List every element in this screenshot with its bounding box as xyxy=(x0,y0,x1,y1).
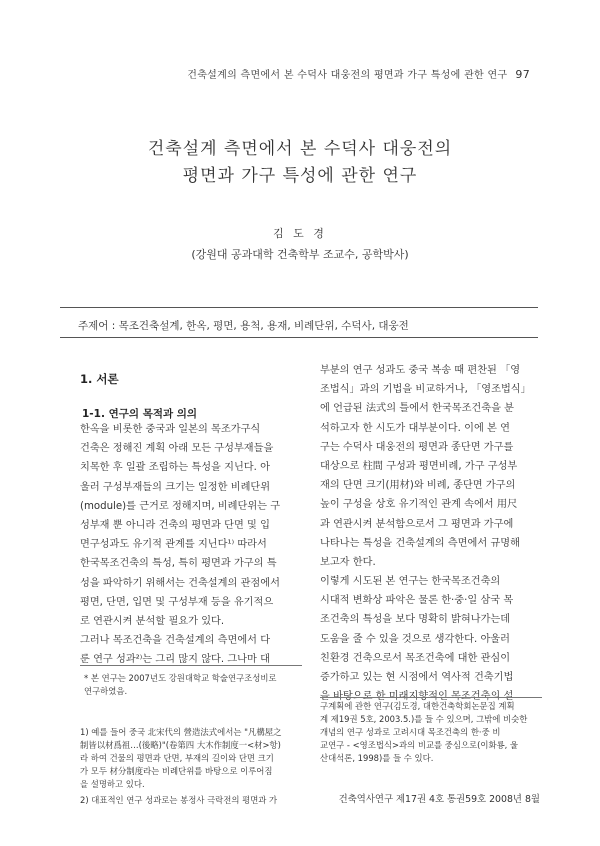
footnote-line: 교연구 - <영조법식>과의 비교를 중심으로(이화룡, 울 xyxy=(320,740,519,750)
body-text-line: 과 연관시켜 분석함으로서 그 평면과 가구에 xyxy=(320,518,514,530)
body-text-line: 도움을 줄 수 있을 것으로 생각한다. 아울러 xyxy=(320,633,510,645)
body-text-line: 성을 파악하기 위해서는 건축설계의 관점에서 xyxy=(80,577,280,589)
right-column-body xyxy=(320,361,542,706)
body-text-line: 평면, 단면, 입면 및 구성부재 등을 유기적으 xyxy=(80,596,274,608)
body-text-line: 성부재 뿐 아니라 건축의 평면과 단면 및 입 xyxy=(80,519,270,531)
body-text-line: 높이 구성을 상호 유기적인 관계 속에서 用尺 xyxy=(320,499,518,511)
body-text-line: 시대적 변화상 파악은 물론 한·중·일 삼국 목 xyxy=(320,595,514,607)
footnote-1 xyxy=(80,726,302,791)
body-text-line: 부분의 연구 성과도 중국 복송 때 편찬된 「영 xyxy=(320,365,521,376)
body-text-line: 이렇게 시도된 본 연구는 한국목조건축의 xyxy=(320,576,501,588)
body-text-line: 친환경 건축으로서 목조건축에 대한 관심이 xyxy=(320,652,511,664)
body-text-line: 대상으로 柱間 구성과 평면비례, 가구 구성부 xyxy=(320,460,518,472)
body-text-line: 석하고자 한 시도가 대부분이다. 이에 본 연 xyxy=(320,422,510,434)
footnote-2 xyxy=(80,794,302,807)
body-text-line: 로 연관시켜 분석할 필요가 있다. xyxy=(80,615,225,627)
footnote-line: 연구하였음. xyxy=(84,686,128,696)
paper-title xyxy=(60,136,540,190)
body-text-line: 그러나 목조건축을 건축설계의 측면에서 다 xyxy=(80,635,271,647)
author-name: 김 도 경 xyxy=(273,227,327,240)
footnote-line: 1) 예를 들어 중국 北宋代의 營造法式에서는 "凡構屋之 xyxy=(80,727,282,737)
body-text-line: 조건축의 특성을 보다 명확히 밝혀나가는데 xyxy=(320,614,511,626)
body-text-line: 조법식」과의 기법을 비교하거나, 「영조법식」 xyxy=(320,384,531,396)
footnote-line: 2) 대표적인 연구 성과로는 봉정사 극락전의 평면과 가 xyxy=(80,795,278,805)
footnote-line: 구계획에 관한 연구(김도경, 대한건축학회논문집 계획 xyxy=(320,701,515,711)
keywords: 주제어 : 목조건축설계, 한옥, 평면, 용척, 용재, 비례단위, 수덕사, 대웅전 xyxy=(78,320,409,332)
running-header xyxy=(150,66,530,81)
journal-footer: 건축역사연구 제17권 4호 통권59호 2008년 8월 xyxy=(338,794,540,805)
body-text-line: 치목한 후 일괄 조립하는 특성을 지닌다. 아 xyxy=(80,462,270,474)
right-footnote-rule xyxy=(320,697,542,698)
body-text-line: 한옥을 비롯한 중국과 일본의 목조가구식 xyxy=(80,424,261,435)
keywords-top-rule xyxy=(60,307,538,308)
footnote-line: 산대석론, 1998)를 들 수 있다. xyxy=(320,753,434,763)
footnote-line: 개념의 연구 성과로 고려시대 목조건축의 한·중 비 xyxy=(320,727,501,737)
keywords-bottom-rule xyxy=(60,337,538,338)
author-affiliation: (강원대 공과대학 건축학부 조교수, 공학박사) xyxy=(191,248,409,261)
body-text-line: 울러 구성부재들의 크기는 일정한 비례단위 xyxy=(80,481,271,493)
running-title: 건축설계의 측면에서 본 수덕사 대웅전의 평면과 가구 특성에 관한 연구 xyxy=(187,70,508,81)
body-text-line: 에 언급된 法式의 틀에서 한국목조건축을 분 xyxy=(320,403,515,415)
footnote-line: 계 제19권 5호, 2003.5.)를 들 수 있으며, 그밖에 비슷한 xyxy=(320,714,528,724)
footnote-star xyxy=(84,672,306,698)
body-text-line: 한국목조건축의 특성, 특히 평면과 가구의 특 xyxy=(80,558,277,570)
page-number: 97 xyxy=(515,68,530,81)
footnote-2-continued xyxy=(320,700,542,765)
footnote-line: 制皆以材爲祖…(後略)"(卷第四 大木作制度一<材>항) xyxy=(80,740,281,750)
body-text-line: 재의 단면 크기(用材)와 비례, 종단면 가구의 xyxy=(320,480,516,492)
body-text-line: 보고자 한다. xyxy=(320,556,376,568)
body-text-line: 건축은 정해진 계획 아래 모든 구성부재들을 xyxy=(80,443,274,455)
body-text-line: 룬 연구 성과²⁾는 그리 많지 않다. 그나마 대 xyxy=(80,654,270,666)
footnote-line: 라 하여 건물의 평면과 단면, 부재의 길이와 단면 크기 xyxy=(80,753,274,763)
left-column-body xyxy=(80,420,302,669)
body-text-line: 면구성과도 유기적 관계를 지닌다¹⁾ 따라서 xyxy=(80,539,267,551)
body-text-line: 구는 수덕사 대웅전의 평면과 종단면 가구를 xyxy=(320,441,514,453)
body-text-line: (module)를 근거로 정해지며, 비례단위는 구 xyxy=(80,500,281,512)
body-text-line: 증가하고 있는 현 시점에서 역사적 건축기법 xyxy=(320,672,514,683)
body-text-line: 을 바탕으로 한 미래지향적인 목조건축의 설 xyxy=(320,691,514,703)
footnote-line: 을 설명하고 있다. xyxy=(80,779,145,789)
title-line-2: 평면과 가구 특성에 관한 연구 xyxy=(182,166,418,186)
footnote-rule xyxy=(80,665,302,666)
subsection-heading: 1-1. 연구의 목적과 의의 xyxy=(82,408,198,420)
body-text-line: 나타나는 특성을 건축설계의 측면에서 규명해 xyxy=(320,537,520,549)
title-line-1: 건축설계 측면에서 본 수덕사 대웅전의 xyxy=(147,139,453,159)
section-heading: 1. 서론 xyxy=(80,372,119,386)
footnote-line: * 본 연구는 2007년도 강원대학교 학술연구조성비로 xyxy=(84,673,277,683)
footnote-line: 가 모두 材分制度라는 비례단위를 바탕으로 이루어짐 xyxy=(80,766,273,776)
